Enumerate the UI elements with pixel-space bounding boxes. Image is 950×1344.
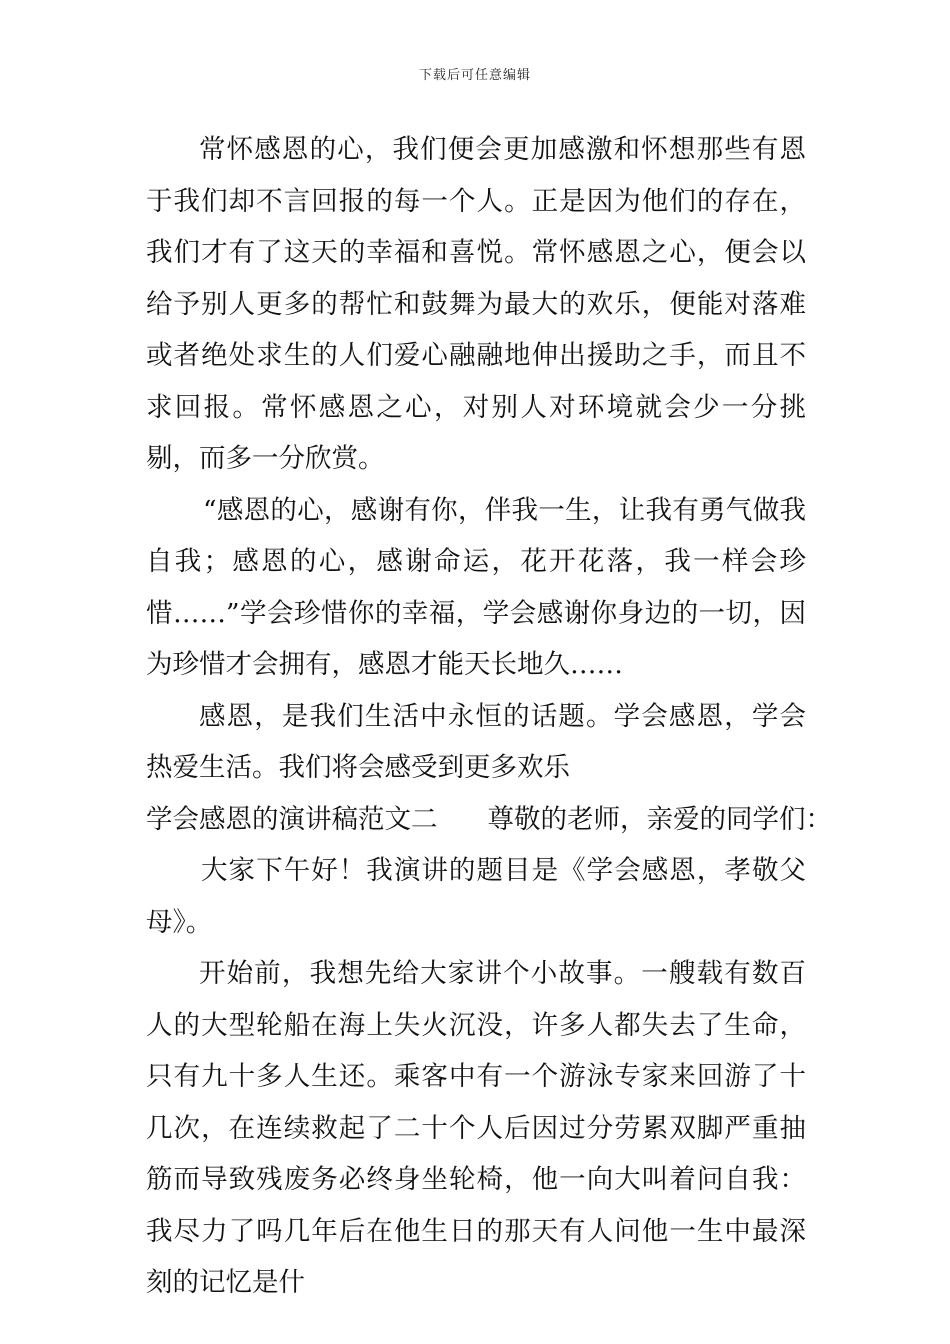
paragraph-speech-topic: 大家下午好！我演讲的题目是《学会感恩，孝敬父母》。 [146, 855, 806, 938]
page-header-note: 下载后可任意编辑 [418, 68, 531, 83]
paragraph-story: 开始前，我想先给大家讲个小故事。一艘载有数百人的大型轮船在海上失火沉没，许多人都失去了生命，只有九十多人生还。乘客中有一个游泳专家来回游了十几次，在连续救起了二十个人后因过分劳累双脚严重抽筋而导致残废务必终身坐轮椅，他一向大叫着问自我：我尽力了吗几年后在他生日的那天有人问他一生中最深刻的记忆是什 [146, 958, 806, 1298]
salutation: 尊敬的老师，亲爱的同学们： [487, 803, 832, 835]
paragraph-song-quote: “感恩的心，感谢有你，伴我一生，让我有勇气做我自我；感恩的心，感谢命运，花开花落，我一样会珍惜……”学会珍惜你的幸福，学会感谢你身边的一切，因为珍惜才会拥有，感恩才能天长地久…… [146, 494, 806, 680]
section-title: 学会感恩的演讲稿范文二 [146, 803, 438, 835]
paragraph-eternal-topic: 感恩，是我们生活中永恒的话题。学会感恩，学会热爱生活。我们将会感受到更多欢乐 [146, 700, 806, 783]
paragraph-gratitude-heart: 常怀感恩的心，我们便会更加感激和怀想那些有恩于我们却不言回报的每一个人。正是因为他们的存在，我们才有了这天的幸福和喜悦。常怀感恩之心，便会以给予别人更多的帮忙和鼓舞为最大的欢乐，便能对落难或者绝处求生的人们爱心融融地伸出援助之手，而且不求回报。常怀感恩之心，对别人对环境就会少一分挑剔，而多一分欣赏。 [146, 134, 806, 474]
document-body [146, 124, 832, 1309]
section-heading-line [146, 794, 832, 846]
